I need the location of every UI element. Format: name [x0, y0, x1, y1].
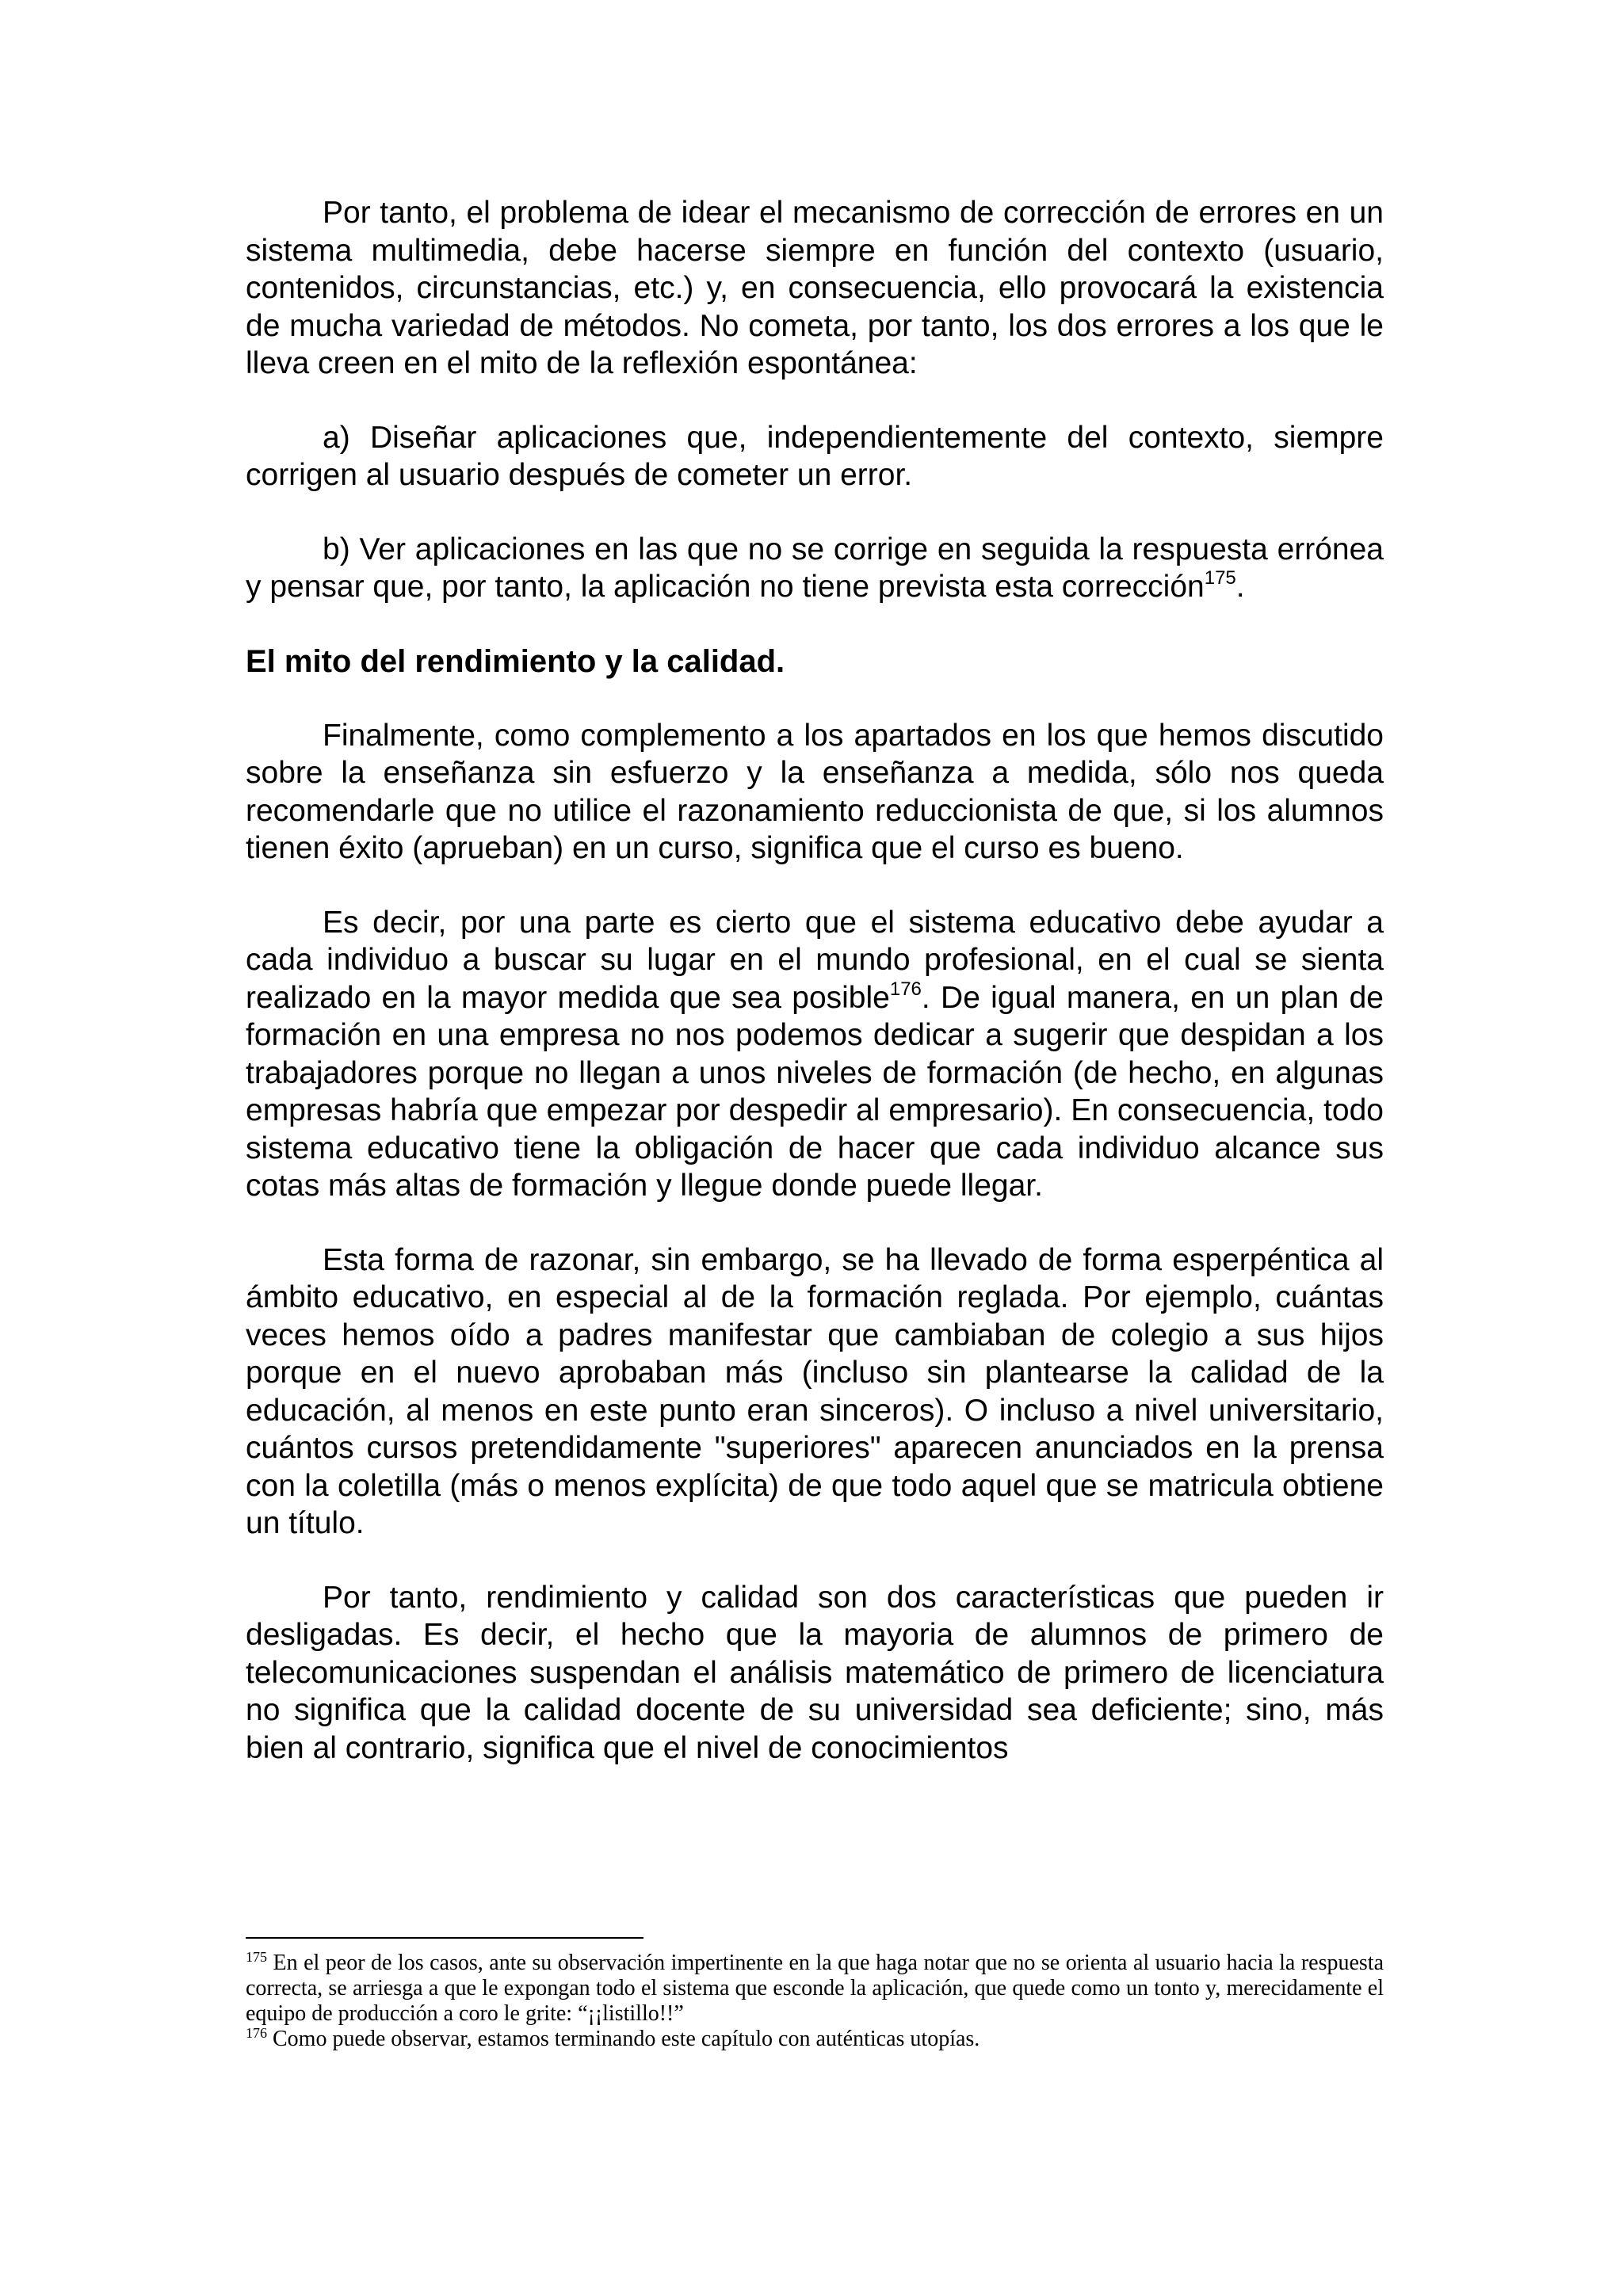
- footnote-175-text: En el peor de los casos, ante su observación impertinente en la que haga notar que no se orienta al usuario hacia la respuesta correcta, se arriesga a que le expongan todo el sistema que esconde la aplicación, que quede como un tonto y, merecidamente el equipo de producción a coro le grite: “¡¡listillo!!”: [246, 1951, 1384, 2026]
- list-item-b-text: b) Ver aplicaciones en las que no se corrige en seguida la respuesta errónea y pensar que, por tanto, la aplicación no tiene prevista esta corrección: [246, 532, 1384, 604]
- body-text: [246, 194, 1384, 1803]
- footnote-ref-175: 175: [1204, 567, 1236, 589]
- paragraph-1: Por tanto, el problema de idear el mecanismo de corrección de errores en un sistema multimedia, debe hacerse siempre en función del contexto (usuario, contenidos, circunstancias, etc.) y, en consecuencia, ello provocará la existencia de mucha variedad de métodos. No cometa, por tanto, los dos errores a los que le lleva creen en el mito de la reflexión espontánea:: [246, 196, 1384, 380]
- paragraph-5: Por tanto, rendimiento y calidad son dos características que pueden ir desligadas. Es decir, el hecho que la mayoria de alumnos de primero de telecomunicaciones suspendan el análisis matemático de primero de licenciatura no significa que la calidad docente de su universidad sea deficiente; sino, más bien al contrario, significa que el nivel de conocimientos: [246, 1580, 1384, 1765]
- list-item-b: [246, 531, 1384, 606]
- footnote-separator: [246, 1937, 643, 1939]
- footnotes: [246, 1951, 1384, 2052]
- paragraph-3-start: Es decir, por una parte es cierto que el sistema educativo debe ayudar a cada individuo a buscar su lugar en el mundo profesional, en el cual se sienta realizado en la mayor medida que sea posible: [246, 905, 1384, 1015]
- paragraph-3-end: . De igual manera, en un plan de formación en una empresa no nos podemos dedicar a sugerir que despidan a los trabajadores porque no llegan a unos niveles de formación (de hecho, en algunas empresas habría que empezar por despedir al empresario). En consecuencia, todo sistema educativo tiene la obligación de hacer que cada individuo alcance sus cotas más altas de formación y llegue donde puede llegar.: [246, 980, 1384, 1203]
- footnote-ref-176: 176: [889, 978, 922, 1000]
- footnote-176: [246, 2027, 1384, 2052]
- paragraph-2: Finalmente, como complemento a los apartados en los que hemos discutido sobre la enseñanza sin esfuerzo y la enseñanza a medida, sólo nos queda recomendarle que no utilice el razonamiento reduccionista de que, si los alumnos tienen éxito (aprueban) en un curso, significa que el curso es bueno.: [246, 718, 1384, 865]
- list-item-b-end: .: [1235, 570, 1245, 604]
- footnote-175: [246, 1951, 1384, 2027]
- footnote-176-text: Como puede observar, estamos terminando este capítulo con auténticas utopías.: [267, 2027, 980, 2051]
- section-heading: El mito del rendimiento y la calidad.: [246, 643, 785, 679]
- footnote-176-number: 176: [246, 2025, 267, 2041]
- paragraph-4: Esta forma de razonar, sin embargo, se ha llevado de forma esperpéntica al ámbito educativo, en especial al de la formación reglada. Por ejemplo, cuántas veces hemos oído a padres manifestar que cambiaban de colegio a sus hijos porque en el nuevo aprobaban más (incluso sin plantearse la calidad de la educación, al menos en este punto eran sinceros). O incluso a nivel universitario, cuántos cursos pretendidamente "superiores" aparecen anunciados en la prensa con la coletilla (más o menos explícita) de que todo aquel que se matricula obtiene un título.: [246, 1242, 1384, 1540]
- list-item-a: a) Diseñar aplicaciones que, independientemente del contexto, siempre corrigen al usuario después de cometer un error.: [246, 420, 1384, 492]
- footnote-175-number: 175: [246, 1949, 267, 1965]
- paragraph-3: [246, 904, 1384, 1205]
